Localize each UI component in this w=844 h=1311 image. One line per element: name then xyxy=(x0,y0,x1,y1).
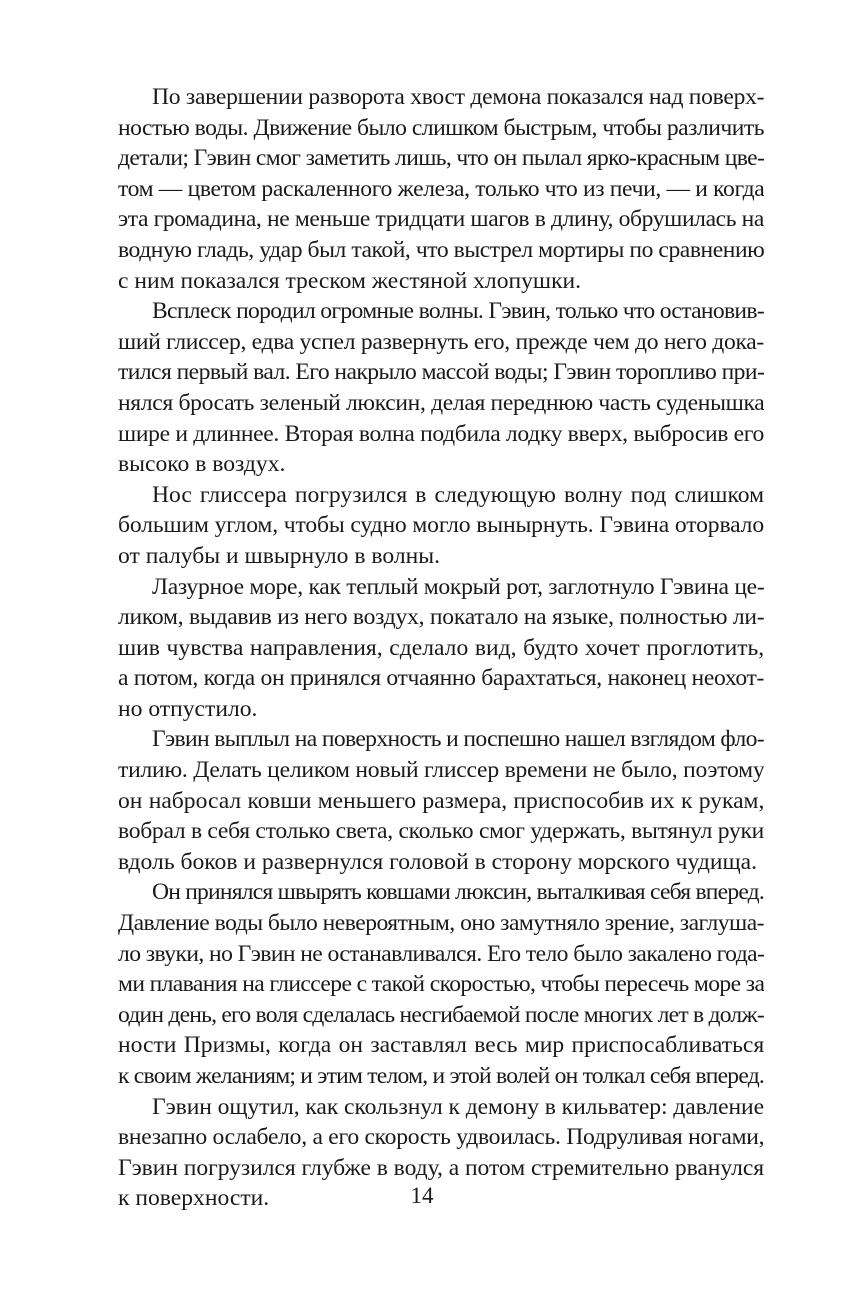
text-line: эта громадина, не меньше тридцати шагов в длину, обрушилась на xyxy=(118,206,764,233)
text-line: детали; Гэвин смог заметить лишь, что он пылал ярко-красным цве- xyxy=(118,145,764,172)
text-line: ности Призмы, когда он заставлял весь мир приспосабливаться xyxy=(118,1032,764,1059)
text-line: а потом, когда он принялся отчаянно барахтаться, наконец неохот- xyxy=(118,665,764,692)
text-line: к поверхности. xyxy=(118,1185,270,1212)
text-line: вдоль боков и развернулся головой в сторону морского чудища. xyxy=(118,848,757,875)
text-line: шире и длиннее. Вторая волна подбила лодку вверх, выбросив его xyxy=(118,420,764,447)
text-line: с ним показался треском жестяной хлопушки. xyxy=(118,267,582,294)
page-number: 14 xyxy=(410,1183,434,1208)
text-line: ликом, выдавив из него воздух, покатало на языке, полностью ли- xyxy=(118,604,764,631)
text-line: высоко в воздух. xyxy=(118,451,286,478)
text-line: вобрал в себя столько света, сколько смог удержать, вытянул руки xyxy=(118,818,764,845)
text-line: к своим желаниям; и этим телом, и этой волей он толкал себя вперед. xyxy=(118,1063,764,1089)
body-text xyxy=(118,82,764,1214)
text-line: тилию. Делать целиком новый глиссер времени не было, поэтому xyxy=(118,757,764,784)
paragraph xyxy=(118,724,764,877)
text-line: нялся бросать зеленый люксин, делая переднюю часть суденышка xyxy=(118,389,764,416)
text-line: но отпустило. xyxy=(118,695,258,722)
text-line: Гэвин погрузился глубже в воду, а потом стремительно рванулся xyxy=(118,1154,764,1181)
text-line: внезапно ослабело, а его скорость удвоилась. Подруливая ногами, xyxy=(118,1124,764,1151)
text-line: от палубы и швырнуло в волны. xyxy=(118,542,441,569)
paragraph xyxy=(118,296,764,480)
text-line: он набросал ковши меньшего размера, приспособив их к рукам, xyxy=(118,787,764,814)
text-line: Всплеск породил огромные волны. Гэвин, только что остановив- xyxy=(152,298,764,325)
paragraph xyxy=(118,877,764,1091)
text-line: ми плавания на глиссере с такой скоростью, чтобы пересечь море за xyxy=(118,971,764,998)
text-line: большим углом, чтобы судно могло вынырнуть. Гэвина оторвало xyxy=(118,512,764,539)
text-line: Нос глиссера погрузился в следующую волну под слишком xyxy=(152,481,764,508)
text-line: Гэвин выплыл на поверхность и поспешно нашел взглядом фло- xyxy=(152,726,764,753)
text-line: По завершении разворота хвост демона показался над поверх- xyxy=(152,84,764,110)
text-line: Лазурное море, как теплый мокрый рот, заглотнуло Гэвина це- xyxy=(152,573,764,600)
text-line: ший глиссер, едва успел развернуть его, прежде чем до него дока- xyxy=(118,328,764,355)
paragraph xyxy=(118,572,764,725)
text-line: один день, его воля сделалась несгибаемой после многих лет в долж- xyxy=(118,1001,764,1028)
text-line: Давление воды было невероятным, оно замутняло зрение, заглуша- xyxy=(118,910,764,937)
text-line: шив чувства направления, сделало вид, будто хочет проглотить, xyxy=(118,634,764,661)
text-line: Он принялся швырять ковшами люксин, выталкивая себя вперед. xyxy=(152,879,764,906)
paragraph xyxy=(118,480,764,572)
text-line: тился первый вал. Его накрыло массой воды; Гэвин торопливо при- xyxy=(118,359,764,386)
text-line: Гэвин ощутил, как скользнул к демону в кильватер: давление xyxy=(152,1093,764,1120)
text-line: водную гладь, удар был такой, что выстрел мортиры по сравнению xyxy=(118,236,764,263)
text-line: ло звуки, но Гэвин не останавливался. Его тело было закалено года- xyxy=(118,940,764,967)
paragraph xyxy=(118,82,764,296)
text-line: том — цветом раскаленного железа, только что из печи, — и когда xyxy=(118,175,764,202)
text-line: ностью воды. Движение было слишком быстрым, чтобы различить xyxy=(118,114,764,141)
